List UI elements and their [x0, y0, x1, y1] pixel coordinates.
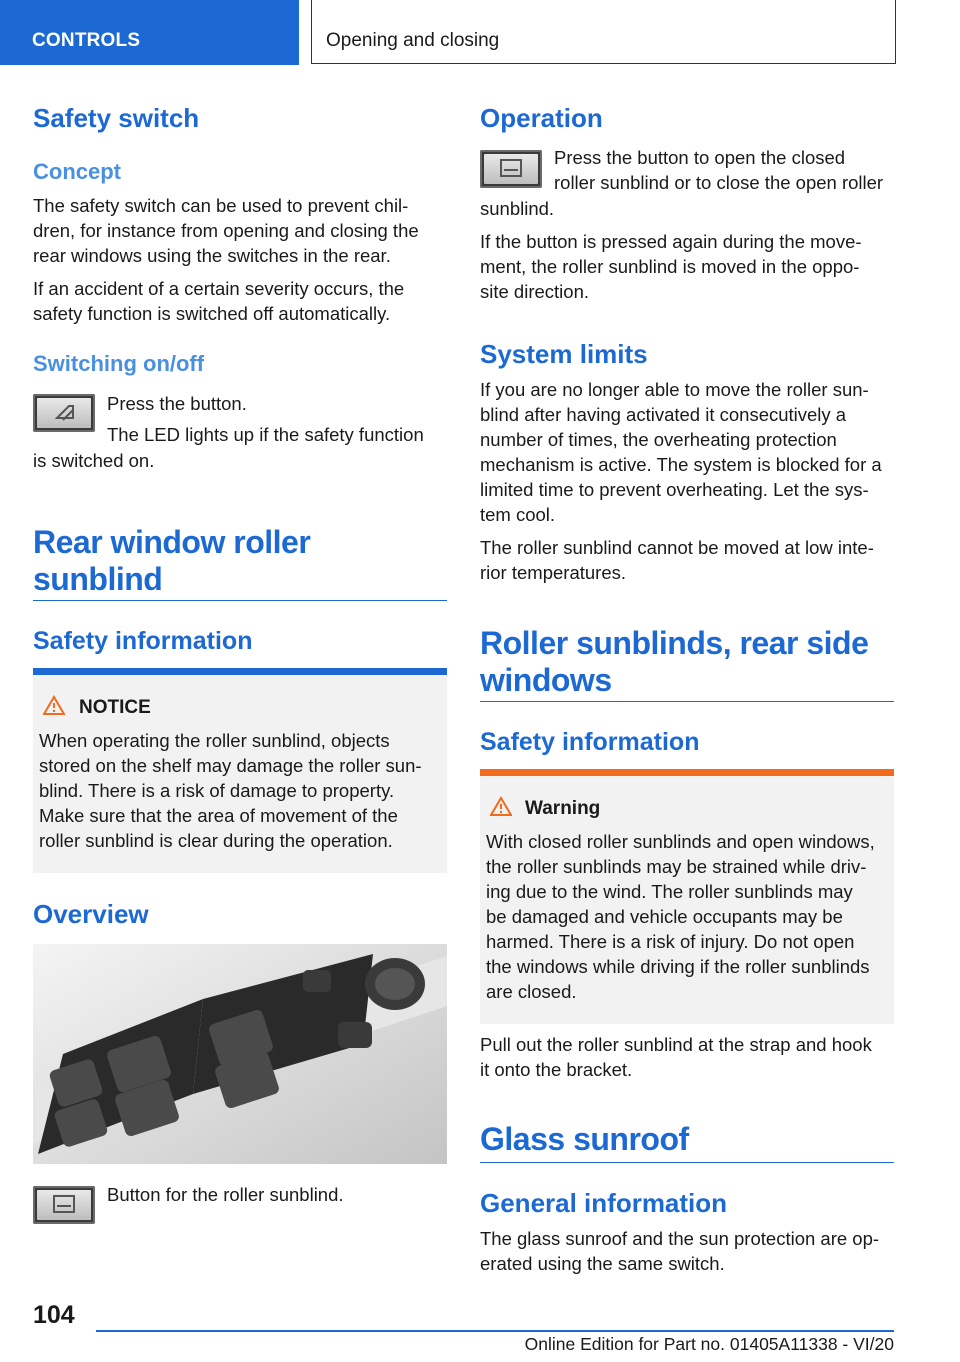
heading-concept: Concept	[33, 159, 121, 184]
heading-safety-info-left: Safety information	[33, 627, 253, 655]
operation-button-icon	[480, 150, 542, 188]
chapter-tab	[311, 0, 896, 64]
switch-line-2: The LED lights up if the safety function	[107, 424, 424, 445]
heading-system-limits: System limits	[480, 339, 648, 369]
warning-label: Warning	[525, 798, 601, 819]
concept-paragraph-1: The safety switch can be used to prevent chil- dren, for instance from opening and closing the rear windows using the switches in the rear.	[33, 195, 419, 266]
pull-paragraph: Pull out the roller sunblind at the strap and hook it onto the bracket.	[480, 1034, 872, 1080]
notice-box	[33, 675, 447, 873]
operation-line-1: Press the button to open the closed	[554, 147, 846, 168]
heading-switching: Switching on/off	[33, 351, 205, 376]
warning-text: With closed roller sunblinds and open windows, the roller sunblinds may be strained while driv- ing due to the wind. The roller sunblinds may be damaged and vehicle occupants may be harmed. There is a risk of injury. Do not open the windows while driving if the roller sunblinds are closed.	[486, 831, 875, 1002]
limits-paragraph-2: The roller sunblind cannot be moved at low inte- rior temperatures.	[480, 537, 874, 583]
heading-side-windows-sunblinds: Roller sunblinds, rear side windows	[480, 625, 869, 698]
heading-safety-info-right: Safety information	[480, 728, 700, 756]
button-caption: Button for the roller sunblind.	[107, 1184, 344, 1205]
heading-safety-switch: Safety switch	[33, 103, 200, 133]
divider	[480, 701, 894, 702]
heading-overview: Overview	[33, 899, 149, 929]
warning-bar	[480, 769, 894, 776]
section-label: CONTROLS	[32, 30, 141, 51]
operation-paragraph-2: If the button is pressed again during the move- ment, the roller sunblind is moved in the oppo- site direction.	[480, 231, 862, 302]
switch-line-3: is switched on.	[33, 450, 155, 471]
heading-glass-sunroof: Glass sunroof	[480, 1121, 689, 1157]
warning-triangle-icon	[490, 796, 512, 816]
safety-switch-button-icon	[33, 394, 95, 432]
divider	[480, 1162, 894, 1163]
roller-sunblind-button-icon	[33, 1186, 95, 1224]
notice-label: NOTICE	[79, 697, 151, 718]
notice-text: When operating the roller sunblind, objects stored on the shelf may damage the roller sun- blind. There is a risk of damage to property. Make sure that the area of movement of the roller sunblind is clear during the operation.	[39, 730, 422, 851]
section-tab	[0, 0, 299, 65]
notice-bar	[33, 668, 447, 675]
concept-paragraph-2: If an accident of a certain severity occurs, the safety function is switched off automatically.	[33, 278, 405, 324]
heading-operation: Operation	[480, 103, 603, 133]
heading-rear-window-sunblind: Rear window roller sunblind	[33, 524, 311, 597]
divider	[33, 600, 447, 601]
page-number: 104	[33, 1301, 75, 1329]
door-switch-panel-image	[33, 944, 447, 1164]
switch-line-1: Press the button.	[107, 393, 247, 414]
warning-box	[480, 776, 894, 1024]
chapter-label: Opening and closing	[326, 30, 500, 51]
sunblind-icon	[33, 1186, 95, 1224]
general-paragraph: The glass sunroof and the sun protection are op- erated using the same switch.	[480, 1228, 880, 1274]
sunblind-icon	[480, 150, 542, 188]
door-switch-panel-illustration	[33, 944, 447, 1164]
window-lock-icon	[33, 394, 95, 432]
heading-general-info: General information	[480, 1188, 728, 1218]
footer-rule	[96, 1330, 894, 1332]
operation-line-2: roller sunblind or to close the open roller	[554, 172, 884, 193]
operation-line-3: sunblind.	[480, 198, 555, 219]
edition-note: Online Edition for Part no. 01405A11338 - VI/20	[524, 1334, 894, 1354]
limits-paragraph-1: If you are no longer able to move the roller sun- blind after having activated it consecutively a number of times, the overheating protection mechanism is active. The system is blocked for a limited time to prevent overheating. Let the sys- tem cool.	[480, 379, 882, 525]
warning-triangle-icon	[43, 695, 65, 715]
